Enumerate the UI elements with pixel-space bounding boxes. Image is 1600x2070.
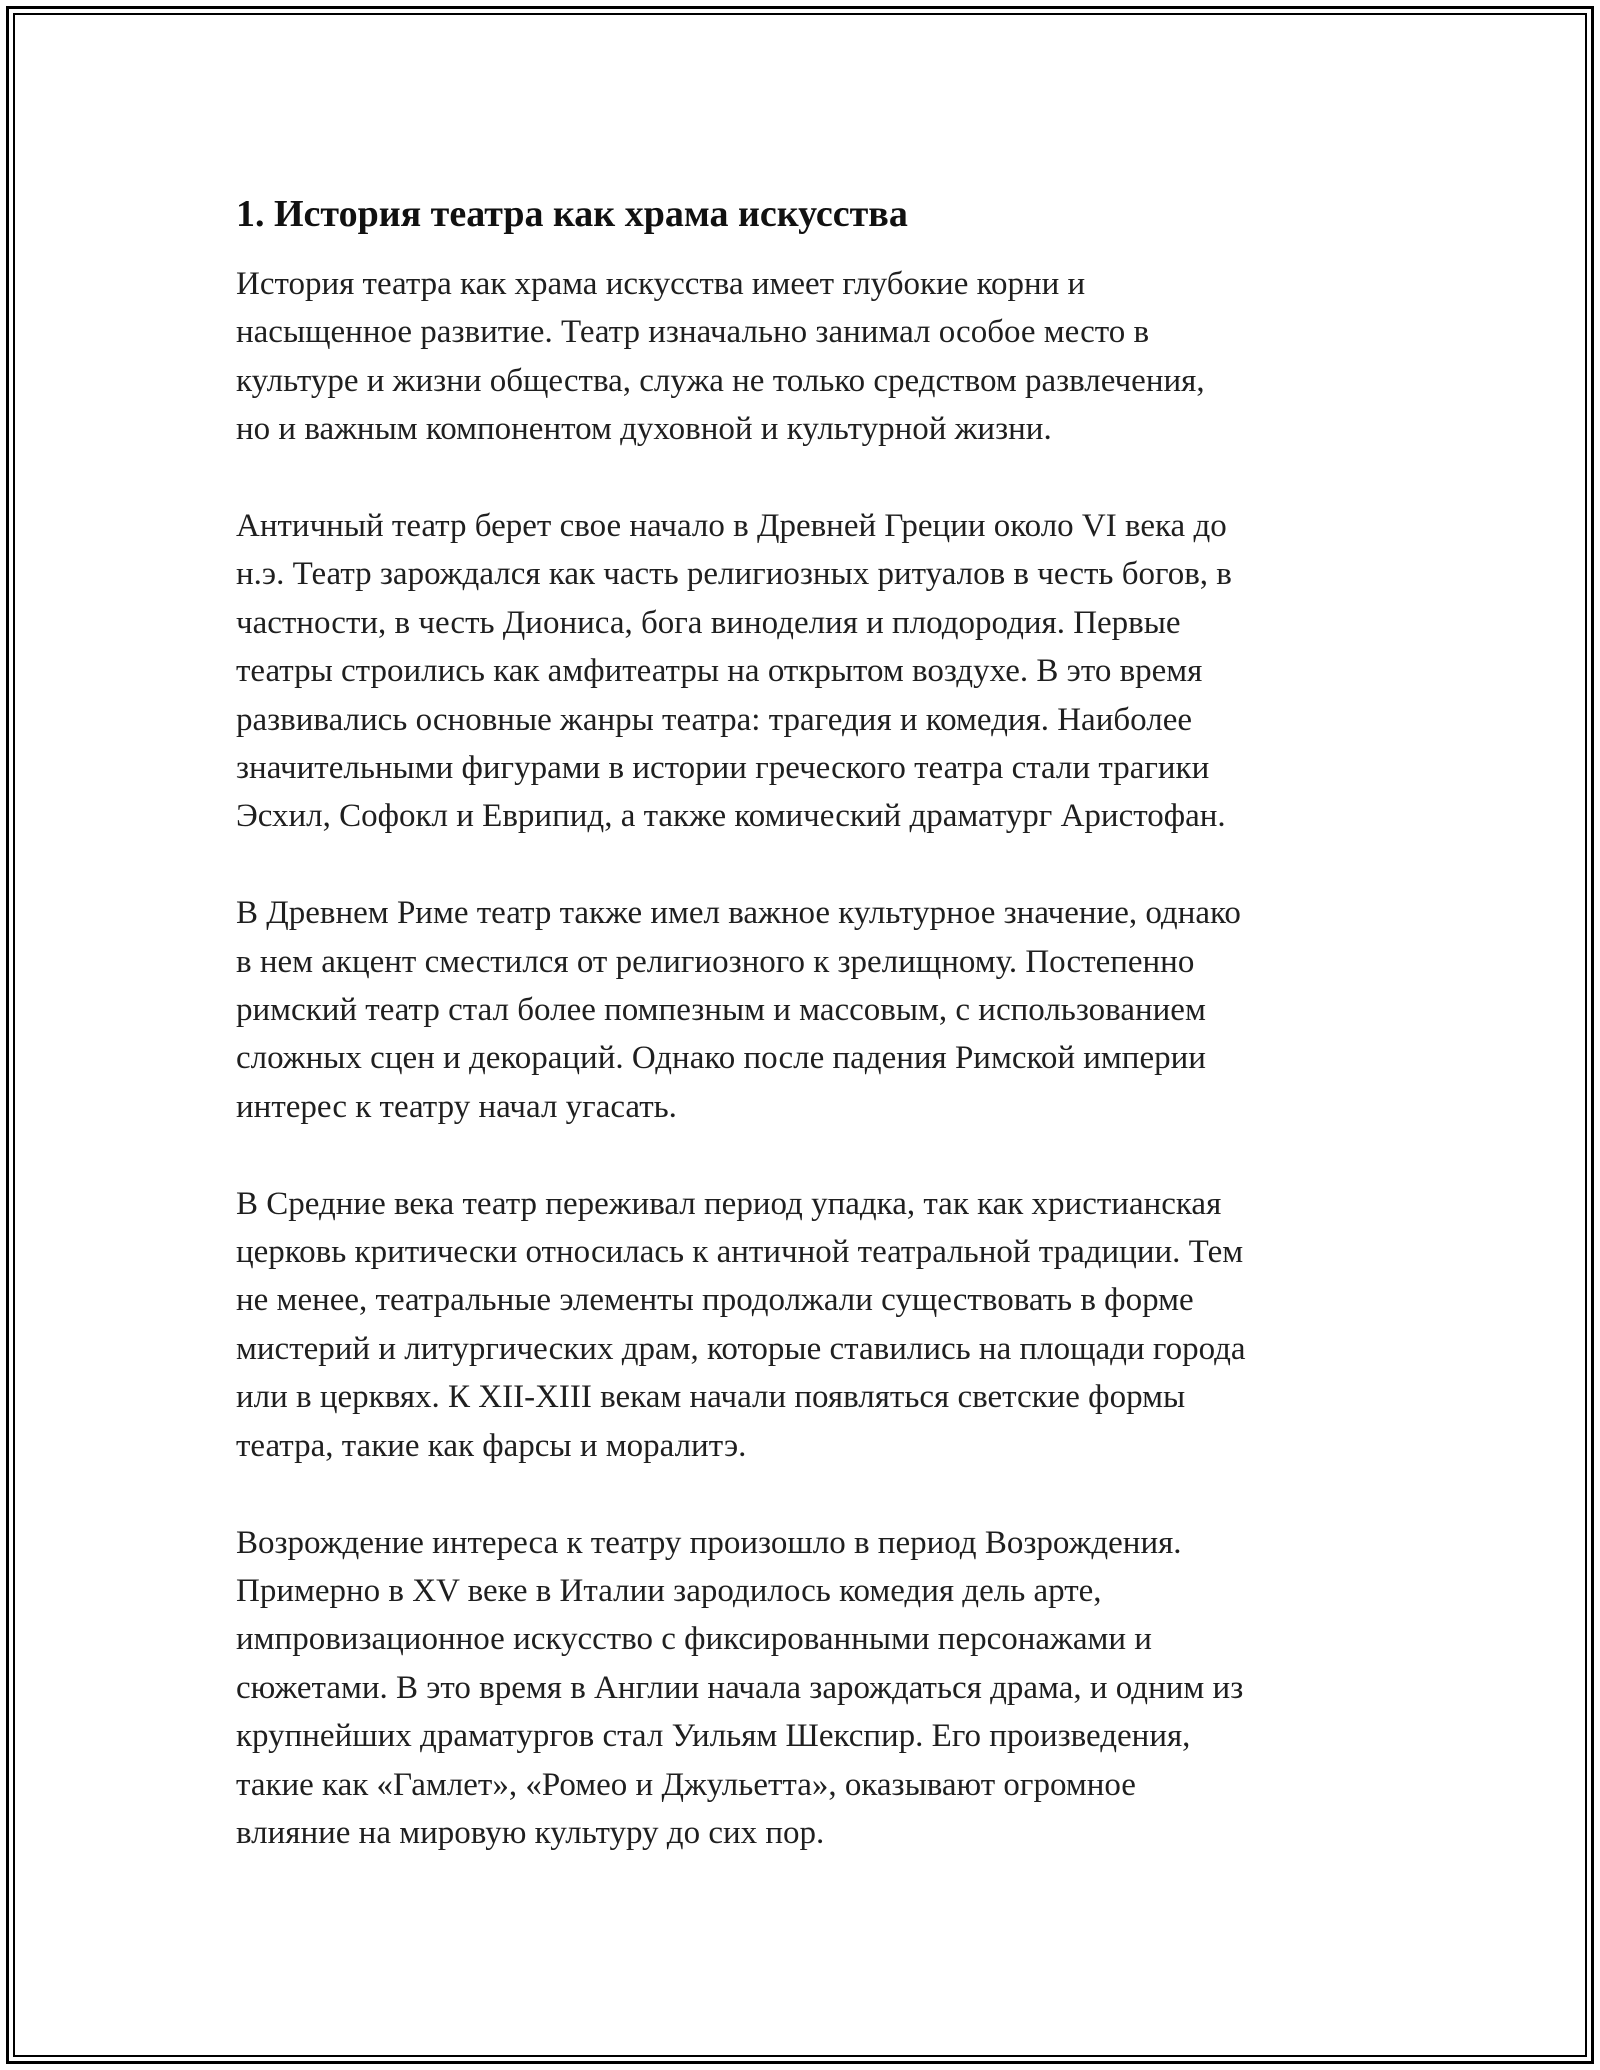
paragraph-middle-ages: В Средние века театр переживал период упадка, так как христианская церковь критически относилась к античной театральной традиции. Тем не менее, театральные элементы продолжали существовать в форме мистерий и литургических драм, которые ставились на площади города или в церквях. К XII-XIII векам начали появляться светские формы театра, такие как фарсы и моралитэ.	[236, 1185, 1246, 1464]
paragraph-intro: История театра как храма искусства имеет глубокие корни и насыщенное развитие. Театр изначально занимал особое место в культуре и жизни общества, служа не только средством развлечения, но и важным компонентом духовной и культурной жизни.	[236, 266, 1205, 448]
document-body	[236, 186, 1386, 1857]
paragraph-ancient-rome: В Древнем Риме театр также имел важное культурное значение, однако в нем акцент сместился от религиозного к зрелищному. Постепенно римский театр стал более помпезным и массовым, с использованием сложных сцен и декораций. Однако после падения Римской империи интерес к театру начал угасать.	[236, 895, 1241, 1125]
paragraph-renaissance: Возрождение интереса к театру произошло в период Возрождения. Примерно в XV веке в Италии зародилось комедия дель арте, импровизационное искусство с фиксированными персонажами и сюжетами. В это время в Англии начала зарождаться драма, и одним из крупнейших драматургов стал Уильям Шекспир. Его произведения, такие как «Гамлет», «Ромео и Джульетта», оказывают огромное влияние на мировую культуру до сих пор.	[236, 1524, 1244, 1851]
section-title: 1. История театра как храма искусства	[236, 193, 908, 235]
paragraph-ancient-greece: Античный театр берет свое начало в Древней Греции около VI века до н.э. Театр зарождался как часть религиозных ритуалов в честь богов, в частности, в честь Диониса, бога виноделия и плодородия. Первые театры строились как амфитеатры на открытом воздухе. В это время развивались основные жанры театра: трагедия и комедия. Наиболее значительными фигурами в истории греческого театра стали трагики Эсхил, Софокл и Еврипид, а также комический драматург Аристофан.	[236, 508, 1232, 835]
